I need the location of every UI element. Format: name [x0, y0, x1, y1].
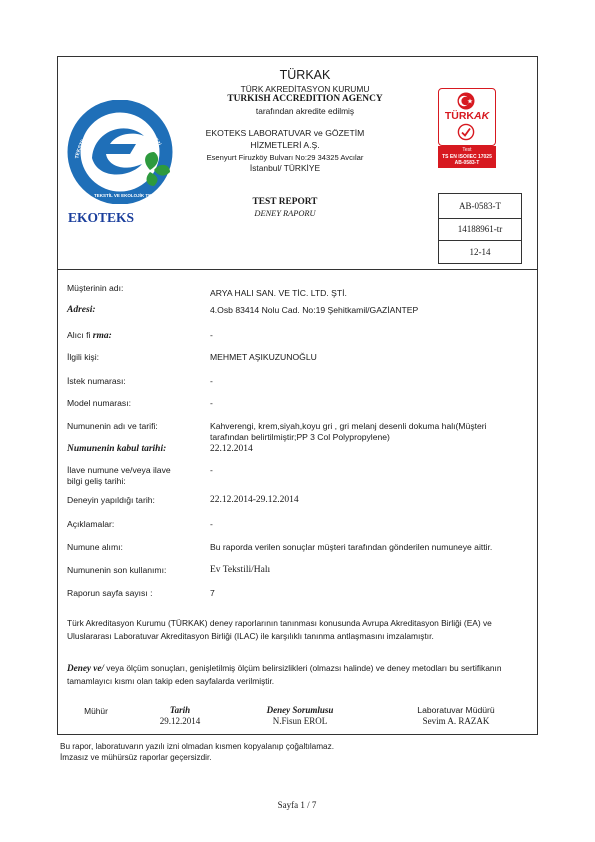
contact-person-label: İlgili kişi: [67, 352, 99, 362]
seal-label: Mühür [84, 706, 108, 716]
ref-box-date-text: 12-14 [469, 247, 491, 257]
ref-box-date-code [438, 240, 522, 264]
sample-description-value-line2: tarafından belirtilmiştir;PP 3 Col Polypropylene) [210, 432, 390, 442]
date-label: Tarih [169, 705, 191, 715]
sampling-label: Numune alımı: [67, 542, 123, 552]
model-number-value: - [210, 398, 213, 408]
org-name-tr: TÜRK AKREDİTASYON KURUMU [240, 84, 370, 94]
page-count-label: Raporun sayfa sayısı : [67, 588, 153, 598]
turkak-badge-line2: TS EN ISO/IEC 17025 [442, 153, 492, 160]
ekoteks-logo-icon [64, 100, 176, 204]
report-title: TEST REPORT [252, 197, 318, 207]
date-value: 29.12.2014 [159, 716, 201, 726]
turkak-brand-b: AK [474, 110, 490, 122]
page-count-value: 7 [210, 588, 215, 598]
additional-sample-value: - [210, 465, 213, 475]
results-paragraph [67, 662, 529, 687]
sample-description-value: Kahverengi, krem,siyah,koyu gri , gri melanj desenli dokuma halı(Müşteri [210, 421, 487, 431]
header-divider [57, 269, 538, 270]
lab-name-line1: EKOTEKS LABORATUVAR ve GÖZETİM [205, 128, 365, 138]
results-paragraph-rest: veya ölçüm sonuçları, genişletilmiş ölçüm belirsizlikleri (olmazsı halinde) ve deney metodları bu sertifikanın tamamlayıcı kısmı olan takip eden sayfalarda verilmiştir. [67, 663, 502, 686]
test-responsible-label: Deney Sorumlusu [266, 705, 334, 715]
sample-description-label: Numunenin adı ve tarifi: [67, 421, 158, 431]
model-number-label: Model numarası: [67, 398, 132, 408]
footer-note-copy: Bu rapor, laboratuvarın yazılı izni olmadan kısmen kopyalanıp çoğaltılamaz. [60, 742, 334, 751]
org-short-title: TÜRKAK [279, 68, 331, 82]
accreditation-paragraph: Türk Akreditasyon Kurumu (TÜRKAK) deney raporlarının tanınması konusunda Avrupa Akreditasyon Birliği (EA) ve Uluslararası Laboratuvar Akreditasyon Birliği (ILAC) ile karşılıklı tanınma antlaşmasını imzalamıştır. [67, 618, 492, 641]
buyer-firm-label [67, 330, 112, 341]
additional-sample-label: İlave numune ve/veya ilave [67, 465, 171, 475]
sample-acceptance-date-label: Numunenin kabul tarihi: [67, 444, 167, 454]
sampling-value: Bu raporda verilen sonuçlar müşteri tarafından gönderilen numuneye aittir. [210, 542, 493, 552]
ref-box-report-no [438, 218, 522, 241]
contact-person-value: MEHMET AŞIKUZUNOĞLU [210, 352, 317, 362]
test-responsible-value: N.Fisun EROL [272, 716, 328, 726]
lab-manager-value: Sevim A. RAZAK [422, 716, 490, 726]
ref-box-report-text: 14188961-tr [457, 224, 503, 234]
end-use-value: Ev Tekstili/Halı [210, 565, 271, 575]
test-date-label: Deneyin yapıldığı tarih: [67, 495, 155, 505]
remarks-label: Açıklamalar: [67, 519, 115, 529]
additional-sample-label-line2: bilgi geliş tarihi: [67, 476, 126, 486]
accredited-by-text: tarafından akredite edilmiş [255, 106, 355, 116]
logo-ring-text-bottom: TEKSTİL VE EKOLOJİK TEST [94, 193, 157, 198]
remarks-value: - [210, 519, 213, 529]
lab-address: Esenyurt Firuzköy Bulvarı No:29 34325 Avcılar [206, 153, 364, 162]
page-number: Sayfa 1 / 7 [277, 800, 317, 810]
checkmark-icon [457, 123, 475, 141]
org-name-en: TURKISH ACCREDITION AGENCY [227, 94, 383, 104]
lab-name-line2: HİZMETLERİ A.Ş. [250, 140, 320, 150]
turkak-brand-a: TÜRK [444, 110, 474, 122]
footer-note-validity: İmzasız ve mühürsüz raporlar geçersizdir. [60, 753, 212, 762]
report-subtitle: DENEY RAPORU [254, 209, 316, 218]
address-label: Adresi: [67, 305, 96, 315]
request-number-label: İstek numarası: [67, 376, 126, 386]
lab-manager-label: Laboratuvar Müdürü [417, 705, 495, 715]
turkak-badge-line1: Test [462, 147, 472, 153]
ref-box-accreditation-text: AB-0583-T [459, 201, 501, 211]
logo-ring-text: TEKSTİL ARAŞTIRMA GELİŞTİRME MERKEZİ [74, 117, 162, 160]
results-paragraph-lead: Deney ve/ [67, 663, 104, 673]
customer-name-label: Müşterinin adı: [67, 283, 124, 293]
request-number-value: - [210, 376, 213, 386]
sample-acceptance-date-value: 22.12.2014 [210, 444, 253, 454]
turkak-badge-line3: AB-0583-T [454, 160, 480, 166]
end-use-label: Numunenin son kullanımı: [67, 565, 167, 575]
buyer-firm-label-a: Alıcı fi [67, 330, 91, 340]
buyer-firm-value: - [210, 330, 213, 340]
crescent-star-icon [456, 92, 476, 110]
lab-city: İstanbul/ TÜRKİYE [249, 163, 321, 173]
ref-box-accreditation-no [438, 193, 522, 219]
buyer-firm-label-b: rma: [92, 331, 112, 341]
customer-name-value: ARYA HALI SAN. VE TİC. LTD. ŞTİ. [210, 288, 347, 298]
company-name: EKOTEKS [68, 210, 135, 225]
address-value: 4.Osb 83414 Nolu Cad. No:19 Şehitkamil/GAZİANTEP [210, 305, 419, 315]
turkak-accreditation-badge [438, 88, 496, 168]
test-date-value: 22.12.2014-29.12.2014 [210, 495, 299, 505]
